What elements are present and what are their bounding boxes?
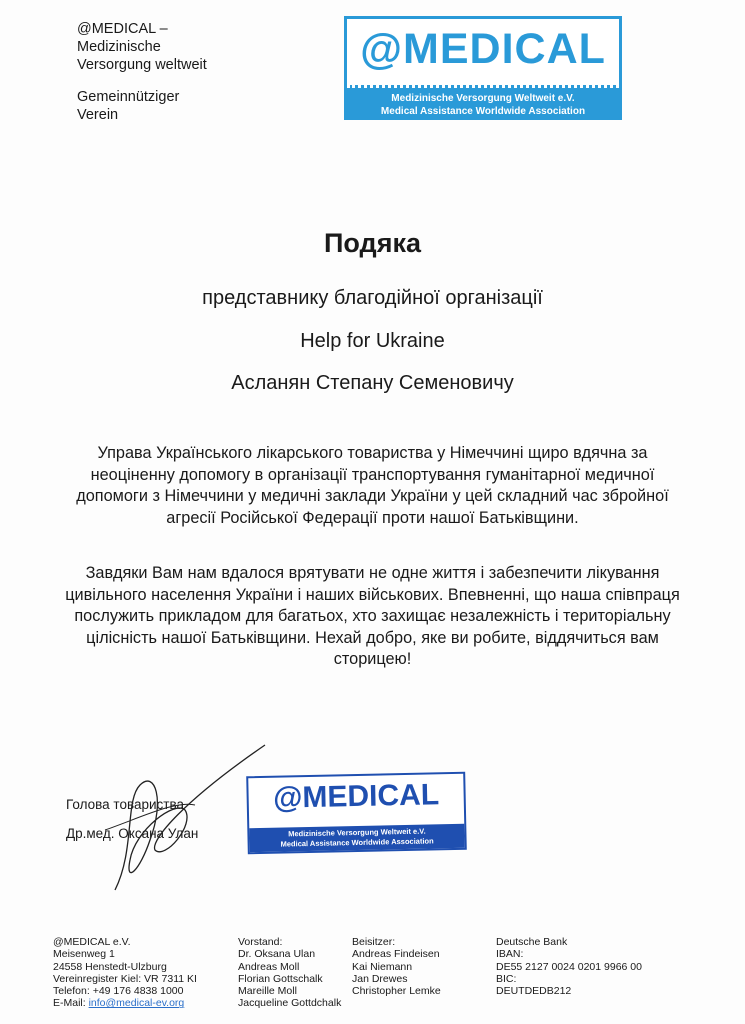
assessor-line: Kai Niemann: [352, 960, 413, 973]
board-line: Vorstand:: [238, 936, 283, 948]
stamp-wordmark: @MEDICAL: [272, 778, 440, 815]
bank-line: IBAN:: [496, 948, 524, 961]
org-name-line: Versorgung weltweit: [77, 57, 207, 73]
stamp-line: Medizinische Versorgung Weltweit e.V.: [288, 826, 426, 839]
address-line: 24558 Henstedt-Ulzburg: [53, 960, 167, 973]
board-line: Andreas Moll: [238, 960, 300, 973]
stamp-band: [249, 824, 464, 852]
address-line: @MEDICAL e.V.: [53, 936, 131, 948]
org-type-line: Verein: [77, 107, 119, 123]
organization-header: [77, 20, 207, 124]
bank-line: Deutsche Bank: [496, 936, 568, 948]
assessor-line: Andreas Findeisen: [352, 948, 440, 961]
organization-name: Help for Ukraine: [300, 330, 445, 352]
stamp-line: Medical Assistance Worldwide Association: [280, 836, 434, 849]
signer-name: Др.мед. Оксана Улан: [66, 826, 199, 841]
org-type-line: Gemeinnütziger: [77, 89, 180, 105]
bank-line: DEUTDEDB212: [496, 985, 572, 998]
board-line: Dr. Oksana Ulan: [238, 948, 316, 961]
board-line: Jacqueline Gottdchalk: [238, 997, 342, 1010]
org-name-line: Medizinische: [77, 39, 161, 55]
assessor-line: Christopher Lemke: [352, 985, 441, 998]
logo-line: Medical Assistance Worldwide Association: [380, 106, 586, 117]
footer-board: [238, 936, 341, 1010]
footer-bank: [496, 936, 642, 997]
assessor-line: Jan Drewes: [352, 972, 408, 985]
address-line: Meisenweg 1: [53, 948, 115, 961]
org-name-line: @MEDICAL –: [77, 21, 168, 37]
medical-logo: [344, 16, 622, 120]
letter-title: Подяка: [324, 228, 421, 258]
logo-band: [347, 85, 619, 117]
recipient-name: Асланян Степану Семеновичу: [231, 372, 514, 394]
bank-line: BIC:: [496, 972, 517, 985]
footer-assessors: [352, 936, 441, 997]
organization-stamp: [246, 772, 467, 855]
recipient-line: представнику благодійної організації: [202, 287, 543, 309]
logo-line: Medizinische Versorgung Weltweit e.V.: [391, 93, 575, 104]
paragraph-2: Завдяки Вам нам вдалося врятувати не одне життя і забезпечити лікування цивільного населення України і наших військових. Впевненні, що наша співпраця послужить прикладом для багатьох, хто захищає незалежність і територіальну цілісність нашої Батьківщини. Нехай добро, яке ви робите, віддячиться вам сторицею!: [65, 564, 680, 668]
email-label: E-Mail:: [53, 997, 89, 1010]
address-line: Vereinregister Kiel: VR 7311 KI: [53, 972, 197, 985]
email-link[interactable]: info@medical-ev.org: [88, 997, 185, 1010]
assessor-line: Beisitzer:: [352, 936, 396, 948]
board-line: Mareille Moll: [238, 985, 297, 998]
signer-role: Голова товариства: [66, 797, 185, 812]
board-line: Florian Gottschalk: [238, 972, 323, 985]
address-line: Telefon: +49 176 4838 1000: [53, 985, 184, 998]
logo-wordmark: @MEDICAL: [360, 25, 606, 73]
paragraph-1: Управа Українського лікарського товариства у Німеччині щиро вдячна за неоціненну допомогу в організації транспортування гуманітарної медичної допомоги з Німеччини у медичні заклади України у цей складний час збройної агресії Російської Федерації проти нашої Батьківщини.: [76, 444, 669, 527]
footer-address: [53, 936, 197, 1010]
bank-line: DE55 2127 0024 0201 9966 00: [496, 960, 642, 973]
